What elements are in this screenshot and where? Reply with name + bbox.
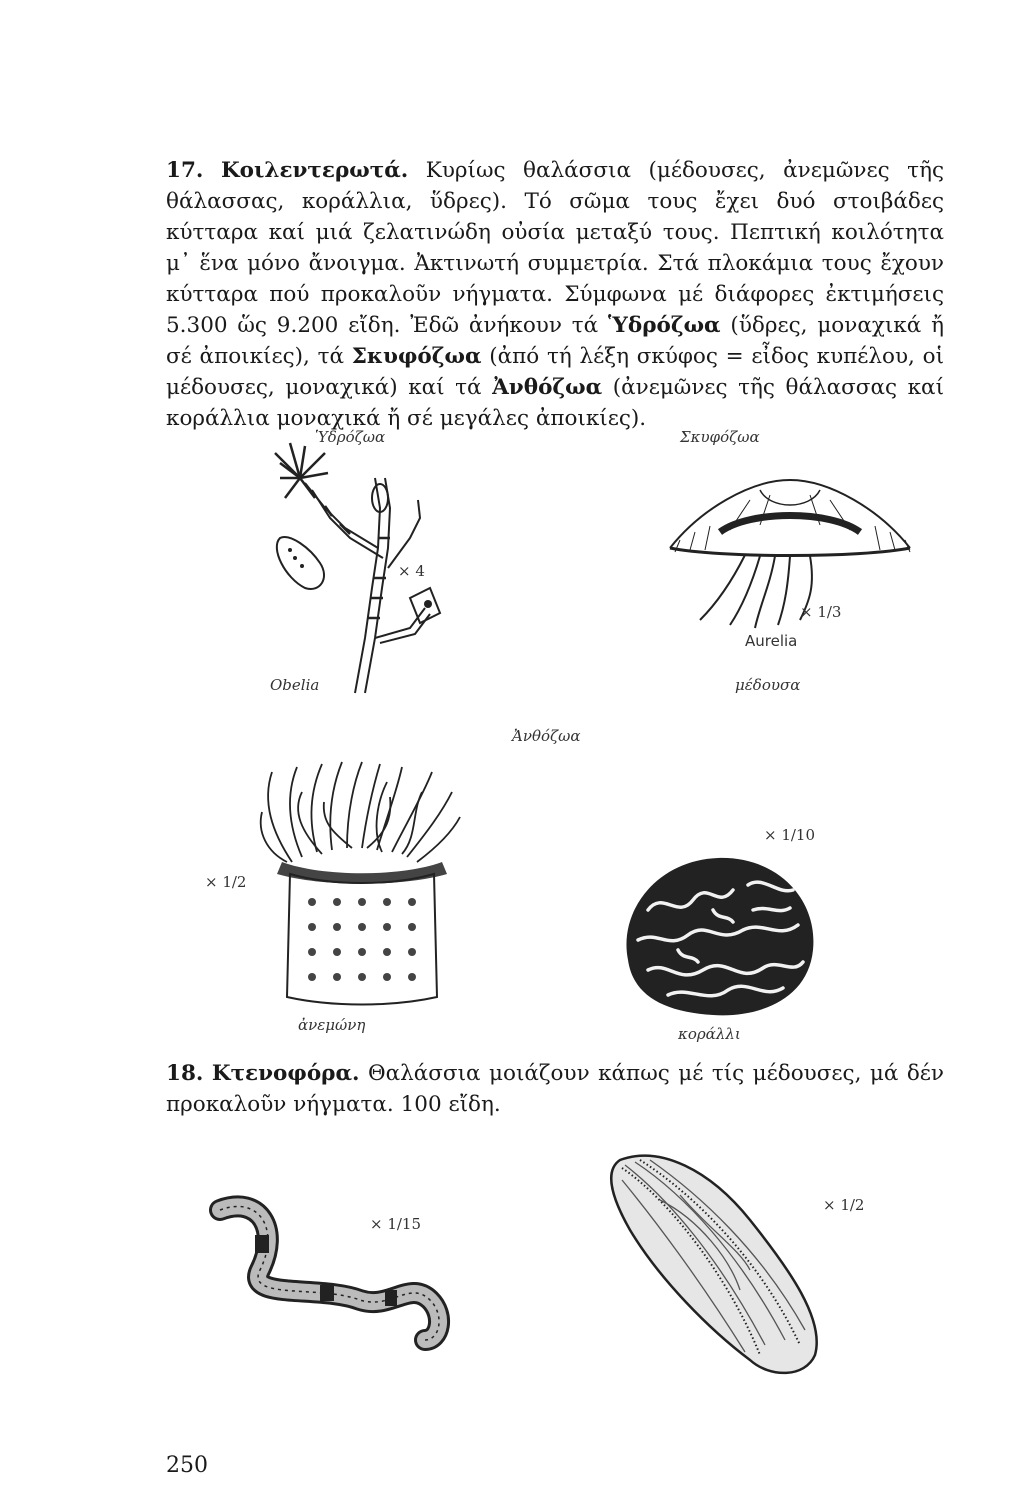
obelia-label: Obelia xyxy=(270,676,320,694)
anemone-scale: × 1/2 xyxy=(205,873,247,891)
coral-scale: × 1/10 xyxy=(764,826,816,844)
anemone-label: ἀνεμώνη xyxy=(298,1016,366,1034)
term-anthozoa: Ἀνθόζωα xyxy=(492,375,603,400)
section-17-paragraph xyxy=(166,155,944,434)
term-scyphozoa: Σκυφόζωα xyxy=(351,344,482,369)
comb-jelly-illustration xyxy=(600,1140,830,1380)
coral-label: κοράλλι xyxy=(678,1025,741,1043)
medusa-label: μέδουσα xyxy=(735,676,801,694)
section-17-text-4: (ἀνεμῶνες τῆς θάλασσας καί κοράλλια μοναχικά ἤ σέ μεγάλες ἀποικίες). xyxy=(166,375,944,431)
section-17-text-3: (ἀπό τή λέξη σκύφος = εἶδος κυπέλου, οἱ μέδουσες, μοναχικά) καί τά xyxy=(166,344,944,400)
obelia-scale: × 4 xyxy=(398,562,425,580)
caption-anthozoa: Ἀνθόζωα xyxy=(512,727,581,745)
aurelia-illustration xyxy=(660,470,920,630)
section-17-text-2: (ὕδρες, μοναχικά ἤ σέ ἀποικίες), τά xyxy=(166,313,944,369)
page-number: 250 xyxy=(166,1453,208,1478)
caption-scyphozoa: Σκυφόζωα xyxy=(680,428,760,446)
coral-illustration xyxy=(618,850,818,1020)
ribbon-ctenophore-illustration xyxy=(200,1190,460,1350)
caption-hydrozoa: Ὑδρόζωα xyxy=(315,428,386,446)
ribbon-scale: × 1/15 xyxy=(370,1215,422,1233)
section-17-number: 17. xyxy=(166,158,204,183)
term-hydrozoa: Ὑδρόζωα xyxy=(608,313,721,338)
section-18-paragraph xyxy=(166,1058,944,1120)
section-18-heading: Κτενοφόρα. xyxy=(211,1061,360,1086)
section-18-text: Θαλάσσια μοιάζουν κάπως μέ τίς μέδουσες, μά δέν προκαλοῦν νήγματα. 100 εἴδη. xyxy=(166,1061,944,1117)
section-17-text-1: Κυρίως θαλάσσια (μέδουσες, ἀνεμῶνες τῆς θάλασσας, κοράλλια, ὕδρες). Τό σῶμα τους ἔχει δυό στοιβάδες κύτταρα καί μιά ζελατινώδη οὐσία μεταξύ τους. Πεπτική κοιλότητα μ᾽ ἕνα μόνο ἄνοιγμα. Ἀκτινωτή συμμετρία. Στά πλοκάμια τους ἔχουν κύτταρα πού προκαλοῦν νήγματα. Σύμφωνα μέ διάφορες ἐκτιμήσεις 5.300 ὥς 9.200 εἴδη. Ἐδῶ ἀνήκουν τά xyxy=(166,158,944,338)
aurelia-scale: × 1/3 xyxy=(800,603,842,621)
section-18-number: 18. xyxy=(166,1061,204,1086)
anemone-illustration xyxy=(262,762,462,1007)
section-17-heading: Κοιλεντερωτά. xyxy=(220,158,409,183)
ctenophore-scale: × 1/2 xyxy=(823,1196,865,1214)
aurelia-label: Aurelia xyxy=(745,632,798,650)
